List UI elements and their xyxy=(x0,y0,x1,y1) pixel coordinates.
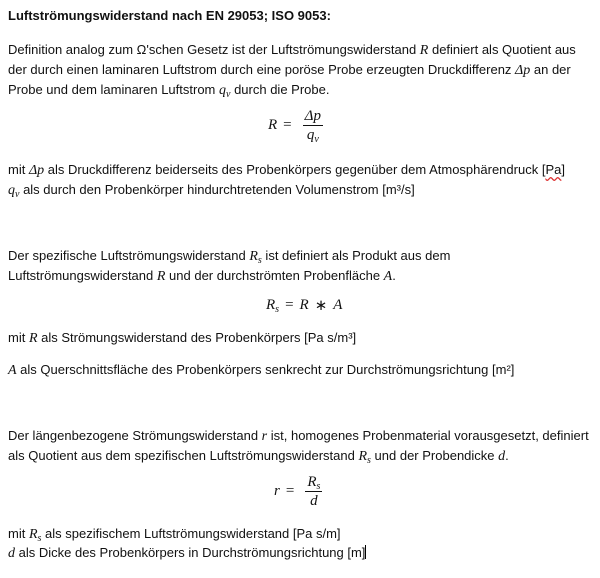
sec2-after-1: mit R als Strömungswiderstand des Probenkörpers [Pa s/m³] xyxy=(8,330,357,346)
sec2-line-1: Der spezifische Luftströmungswiderstand $R_s$ ist definiert als Produkt aus dem xyxy=(8,248,451,266)
text-cursor xyxy=(365,545,366,559)
formula-R: R = $\frac{\Delta p}{q_v}$ xyxy=(268,108,321,145)
sec1-line-3: Probe und dem laminaren Luftstrom $q_v$ durch die Probe. xyxy=(8,82,330,100)
sec2-line-2: Luftströmungswiderstand R und der durchströmten Probenfläche A. xyxy=(8,268,396,284)
sec1-line-1: Definition analog zum Ω'schen Gesetz ist der Luftströmungswiderstand R definiert als Quotient aus xyxy=(8,42,576,58)
sec1-after-1: mit Δp als Druckdifferenz beiderseits des Probenkörpers gegenüber dem Atmosphärendruck [Pa] xyxy=(8,162,565,178)
sec3-line-2: als Quotient aus dem spezifischen Luftströmungswiderstand $R_s$ und der Probendicke d. xyxy=(8,448,509,466)
formula-r: r = $\frac{R_s}{d}$ xyxy=(274,474,321,509)
heading: Luftströmungswiderstand nach EN 29053; ISO 9053: xyxy=(8,8,331,23)
sec2-after-2: A als Querschnittsfläche des Probenkörpers senkrecht zur Durchströmungsrichtung [m²] xyxy=(8,362,515,378)
sec1-line-2: der durch einen laminaren Luftstrom durch eine poröse Probe erzeugten Druckdifferenz Δp an der xyxy=(8,62,571,78)
sec1-after-2: $q_v$ als durch den Probenkörper hindurchtretenden Volumenstrom [m³/s] xyxy=(8,182,415,200)
sec3-after-2: d als Dicke des Probenkörpers in Durchströmungsrichtung [m] xyxy=(8,545,366,561)
sec3-line-1: Der längenbezogene Strömungswiderstand r ist, homogenes Probenmaterial vorausgesetzt, definiert xyxy=(8,428,589,444)
sec3-after-1: mit $R_s$ als spezifischem Luftströmungswiderstand [Pa s/m] xyxy=(8,526,341,544)
spellcheck-pa: Pa xyxy=(545,162,562,177)
formula-Rs: $R_s$ = R ∗ A xyxy=(266,297,343,315)
